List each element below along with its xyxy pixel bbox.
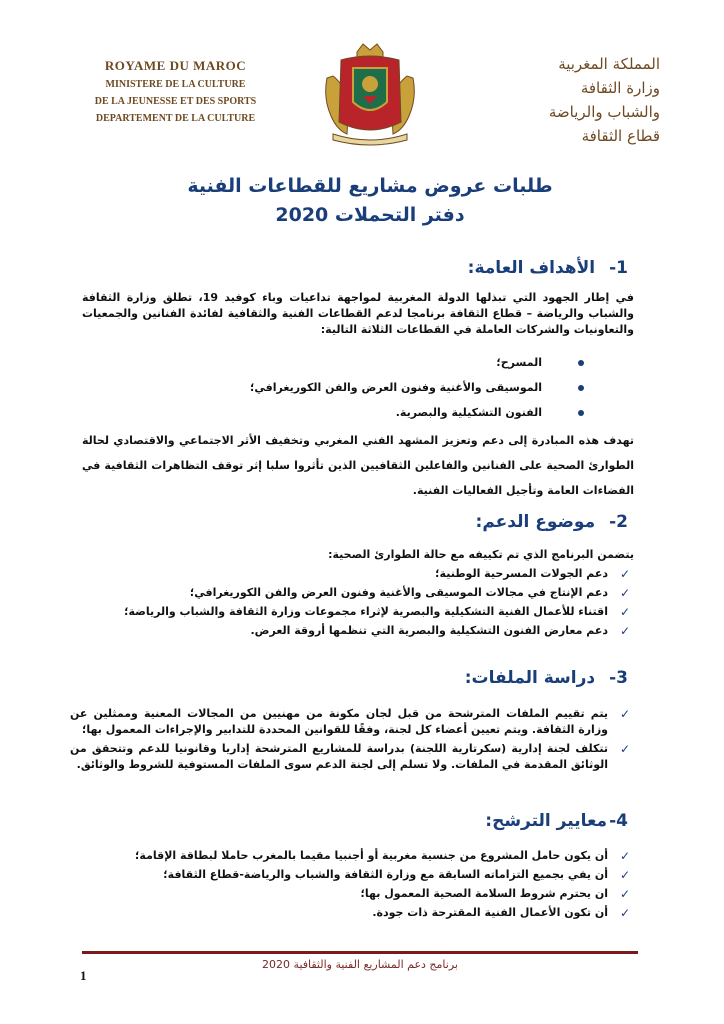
section-4-check-list xyxy=(70,848,630,924)
checkmark-icon: ✓ xyxy=(619,887,630,901)
header-french-block xyxy=(88,58,263,130)
checkmark-icon: ✓ xyxy=(619,849,630,863)
section-3-title: دراسة الملفات: xyxy=(464,668,596,688)
list-item: ✓ يتم تقييم الملفات المترشحة من قبل لجان مكونة من مهنيين من المجالات المعنية وممثلين عن وزارة الثقافة. ويتم تعيين أعضاء كل لجنة، وفقًا للقوانين المحددة للتدابير والإجراءات المعمول بها؛ xyxy=(70,707,630,736)
list-item: ✓ تتكلف لجنة إدارية (سكرتارية اللجنة) بدراسة للمشاريع المترشحة إداريا وقانونيا للدعم وتتحقق من الوثائق المقدمة في الملفات. ولا تسلم إلى لجنة الدعم سوى الملفات المستوفية للشروط والوثائق. xyxy=(70,742,630,771)
list-item: ✓ ان يحترم شروط السلامة الصحية المعمول بها؛ xyxy=(360,887,630,901)
bullet-icon xyxy=(578,360,584,366)
list-item: الموسيقى والأغنية وفنون العرض والفن الكوريغرافي؛ xyxy=(144,381,564,406)
checkmark-icon: ✓ xyxy=(619,567,630,581)
section-1-outro: تهدف هذه المبادرة إلى دعم وتعزيز المشهد الفني المغربي وتخفيف الأثر الاجتماعي والاقتصادي لحالة الطوارئ الصحية على الفنانين والفاعلين الثقافيين الذين تأثروا سلبا إثر توقف التظاهرات الثقافية في الفضاءات العامة وتأجيل الفعاليات الفنية. xyxy=(82,434,634,497)
document-title: طلبات عروض مشاريع للقطاعات الفنية xyxy=(187,175,553,197)
section-4-number: 4- xyxy=(609,811,628,831)
page-number: 1 xyxy=(80,968,87,983)
list-item: ✓ دعم الجولات المسرحية الوطنية؛ xyxy=(435,567,630,581)
bullet-icon xyxy=(578,385,584,391)
header-fr-line2: MINISTERE DE LA CULTURE xyxy=(105,79,246,90)
bullet-icon xyxy=(578,410,584,416)
checkmark-icon: ✓ xyxy=(619,707,630,721)
list-item: ✓ أن يفي بجميع التزاماته السابقة مع وزارة الثقافة والشباب والرياضة-قطاع الثقافة؛ xyxy=(163,868,630,882)
section-1-bullet-list xyxy=(144,356,564,431)
section-3-number: 3- xyxy=(609,668,628,688)
section-3-heading xyxy=(465,668,628,688)
header-ar-line1: المملكة المغربية xyxy=(558,55,660,73)
section-3-check-list xyxy=(70,706,630,776)
list-item: ✓ أن يكون حامل المشروع من جنسية مغربية أو أجنبيا مقيما بالمغرب حاملا لبطاقة الإقامة؛ xyxy=(135,849,630,863)
footer-text: برنامج دعم المشاريع الفنية والثقافية 2020 xyxy=(262,958,458,971)
section-1-heading xyxy=(468,258,628,278)
section-4-heading xyxy=(485,811,628,831)
checkmark-icon: ✓ xyxy=(619,742,630,756)
header-ar-line4: قطاع الثقافة xyxy=(581,127,660,145)
checkmark-icon: ✓ xyxy=(619,605,630,619)
section-1-intro: في إطار الجهود التي تبذلها الدولة المغربية لمواجهة تداعيات وباء كوفيد 19، تطلق وزارة الثقافة والشباب والرياضة – قطاع الثقافة برنامجا لدعم القطاعات الفنية والثقافية لفائدة الفنانين والجمعيات والتعاونيات والشركات العاملة في القطاعات الثلاثة التالية: xyxy=(82,291,635,336)
header-fr-line3: DE LA JEUNESSE ET DES SPORTS xyxy=(94,96,257,107)
checkmark-icon: ✓ xyxy=(619,906,630,920)
header-ar-line3: والشباب والرياضة xyxy=(548,103,660,121)
header-arabic-block xyxy=(470,52,660,148)
section-2-title: موضوع الدعم: xyxy=(475,512,596,532)
list-item: ✓ دعم الإنتاج في مجالات الموسيقى والأغنية وفنون العرض والفن الكوريغرافي؛ xyxy=(189,586,630,600)
checkmark-icon: ✓ xyxy=(619,586,630,600)
list-item: ✓ اقتناء للأعمال الفنية التشكيلية والبصرية لإثراء مجموعات وزارة الثقافة والشباب والرياضة؛ xyxy=(124,605,630,619)
section-2-check-list xyxy=(70,566,630,642)
list-item: الفنون التشكيلية والبصرية. xyxy=(144,406,564,431)
checkmark-icon: ✓ xyxy=(619,868,630,882)
section-4-title: معايير الترشح: xyxy=(485,811,608,831)
header-fr-line1: ROYAME DU MAROC xyxy=(104,58,247,73)
document-subtitle: دفتر التحملات 2020 xyxy=(275,204,465,226)
section-1-number: 1- xyxy=(609,258,628,278)
section-2-intro: يتضمن البرنامج الذي تم تكييفه مع حالة الطوارئ الصحية: xyxy=(328,548,634,561)
section-2-heading xyxy=(476,512,628,532)
section-2-number: 2- xyxy=(609,512,628,532)
section-1-title: الأهداف العامة: xyxy=(467,258,596,278)
footer-divider xyxy=(82,951,638,954)
header-fr-line4: DEPARTEMENT DE LA CULTURE xyxy=(95,113,256,124)
list-item: ✓ أن تكون الأعمال الفنية المقترحة ذات جودة. xyxy=(372,906,630,920)
checkmark-icon: ✓ xyxy=(619,624,630,638)
list-item: ✓ دعم معارض الفنون التشكيلية والبصرية التي تنظمها أروقة العرض. xyxy=(250,624,630,638)
list-item: المسرح؛ xyxy=(144,356,564,381)
moroccan-coat-of-arms-icon xyxy=(319,38,421,146)
header-ar-line2: وزارة الثقافة xyxy=(580,79,660,97)
